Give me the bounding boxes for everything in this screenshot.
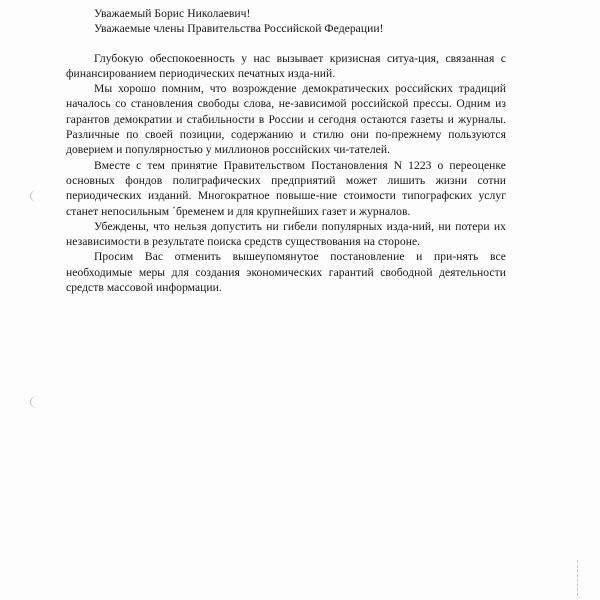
paragraph: Мы хорошо помним, что возрождение демократических российских традиций началось со становления свободы слова, не-зависимой российской прессы. Одним из гарантов демократии и стабильности в России и сегодня остаются газеты и журналы. Различные по своей позиции, содержанию и стилю они по-прежнему пользуются доверием и популярностью у миллионов российских чи-тателей.	[66, 82, 506, 157]
scan-artifact	[563, 560, 578, 596]
paragraph: Вместе с тем принятие Правительством Постановления N 1223 о переоценке основных фондов полиграфических предприятий может лишить жизни сотни периодических изданий. Многократное повыше-ние стоимости типографских услуг станет непосильным ´бременем и для крупнейших газет и журналов.	[66, 158, 506, 218]
letter-body	[66, 6, 506, 295]
paragraph: Просим Вас отменить вышеупомянутое постановление и при-нять все необходимые меры для создания экономических гарантий свободной деятельности средств массовой информации.	[66, 250, 506, 295]
salutation-president: Уважаемый Борис Николаевич!	[94, 7, 251, 20]
punch-hole-mark	[30, 396, 45, 408]
salutation-government: Уважаемые члены Правительства Российской Федерации!	[94, 22, 384, 36]
paragraph: Глубокую обеспокоенность у нас вызывает кризисная ситуа-ция, связанная с финансированием периодических печатных изда-ний.	[66, 51, 506, 80]
blank-line	[66, 37, 506, 51]
paragraph: Убеждены, что нельзя допустить ни гибели популярных изда-ний, ни потери их независимости в результате поиска средств существования на стороне.	[66, 219, 506, 249]
punch-hole-mark	[30, 190, 45, 202]
